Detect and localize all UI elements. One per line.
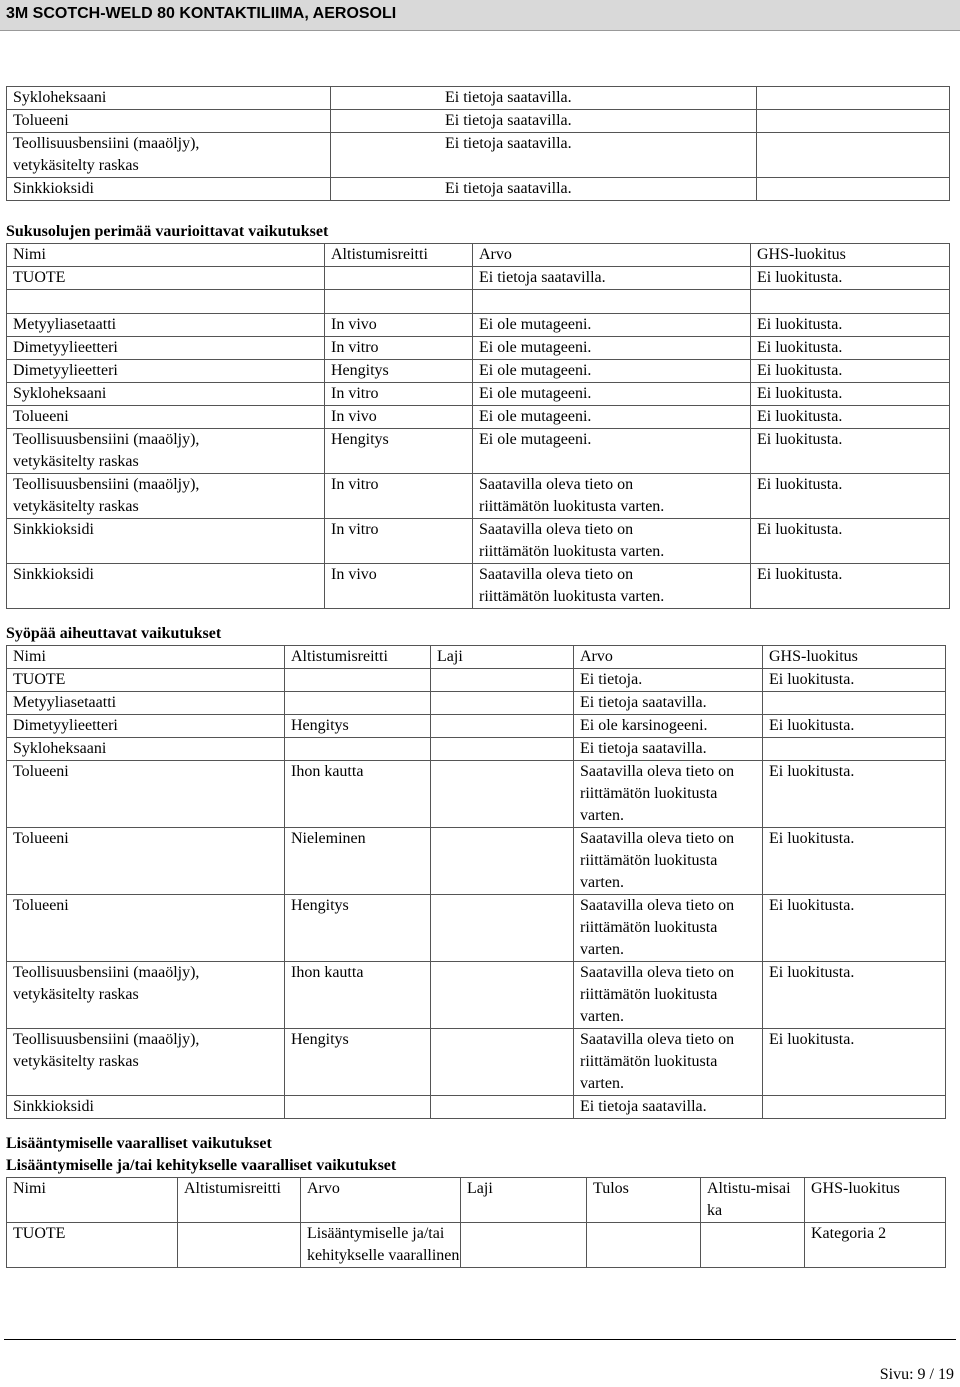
table-cell: Teollisuusbensiini (maaöljy), vetykäsitelty raskas	[7, 474, 325, 519]
table-cell: Ei tietoja saatavilla.	[473, 267, 751, 290]
table-cell	[325, 290, 473, 314]
table-row	[7, 519, 950, 564]
genotoxicity-table	[6, 243, 950, 609]
table-cell: Ei tietoja saatavilla.	[574, 738, 763, 761]
table-cell: TUOTE	[7, 669, 285, 692]
table-cell: In vitro	[325, 383, 473, 406]
column-header: Laji	[431, 646, 574, 669]
column-header: Arvo	[301, 1178, 461, 1223]
table-cell: Ei luokitusta.	[751, 337, 950, 360]
section-heading: Syöpää aiheuttavat vaikutukset	[6, 625, 222, 642]
table-cell: Ei luokitusta.	[763, 828, 946, 895]
table-cell: Tolueeni	[7, 110, 331, 133]
table-cell: Ei luokitusta.	[763, 895, 946, 962]
table-row	[7, 337, 950, 360]
column-header: Altistumisreitti	[178, 1178, 301, 1223]
table-cell: Ei tietoja saatavilla.	[574, 692, 763, 715]
table-cell: Sykloheksaani	[7, 383, 325, 406]
table-cell	[461, 1223, 587, 1268]
table-cell: Saatavilla oleva tieto on riittämätön luokitusta varten.	[473, 474, 751, 519]
table-cell: Ei luokitusta.	[763, 761, 946, 828]
table-cell: Hengitys	[285, 715, 431, 738]
column-header: Tulos	[587, 1178, 701, 1223]
table-cell	[701, 1223, 805, 1268]
document-header	[0, 0, 960, 31]
table-cell: Ihon kautta	[285, 962, 431, 1029]
table-cell: Ei ole karsinogeeni.	[574, 715, 763, 738]
table-cell: Sinkkioksidi	[7, 1096, 285, 1119]
table-cell: Hengitys	[285, 895, 431, 962]
section-heading: Lisääntymiselle vaaralliset vaikutukset	[6, 1135, 272, 1152]
table-cell: Saatavilla oleva tieto on riittämätön luokitusta varten.	[473, 519, 751, 564]
table-cell: Teollisuusbensiini (maaöljy), vetykäsitelty raskas	[7, 962, 285, 1029]
table-row	[7, 669, 946, 692]
table-cell: Ei ole mutageeni.	[473, 360, 751, 383]
table-cell: Saatavilla oleva tieto on riittämätön luokitusta varten.	[574, 962, 763, 1029]
table-cell: Ei ole mutageeni.	[473, 337, 751, 360]
table-cell	[431, 1029, 574, 1096]
table-cell: Ei luokitusta.	[763, 1029, 946, 1096]
table-cell	[431, 692, 574, 715]
table-row	[7, 178, 950, 201]
table-cell	[587, 1223, 701, 1268]
carcinogenicity-table	[6, 645, 946, 1119]
table-row	[7, 360, 950, 383]
table-cell	[757, 87, 950, 110]
table-row	[7, 761, 946, 828]
table-cell: Tolueeni	[7, 828, 285, 895]
table-cell: Metyyliasetaatti	[7, 314, 325, 337]
table-cell: Sinkkioksidi	[7, 178, 331, 201]
table-cell	[431, 761, 574, 828]
table-row	[7, 738, 946, 761]
table-row	[7, 828, 946, 895]
table-cell: Hengitys	[325, 429, 473, 474]
table-cell: Hengitys	[285, 1029, 431, 1096]
table-cell: Ei tietoja saatavilla.	[574, 1096, 763, 1119]
table-row	[7, 1223, 946, 1268]
table-cell	[285, 738, 431, 761]
table-cell: In vitro	[325, 337, 473, 360]
table-cell: Ei tietoja.	[574, 669, 763, 692]
table-cell: Ei luokitusta.	[763, 669, 946, 692]
table-cell: Lisääntymiselle ja/tai kehitykselle vaarallinen	[301, 1223, 461, 1268]
table-cell: TUOTE	[7, 1223, 178, 1268]
table-row	[7, 715, 946, 738]
table-cell: Ei luokitusta.	[763, 962, 946, 1029]
table-cell: In vivo	[325, 314, 473, 337]
table-cell: TUOTE	[7, 267, 325, 290]
table-cell	[757, 110, 950, 133]
table-cell: Sykloheksaani	[7, 738, 285, 761]
table-cell: Saatavilla oleva tieto on riittämätön luokitusta varten.	[574, 1029, 763, 1096]
table-cell: Teollisuusbensiini (maaöljy), vetykäsitelty raskas	[7, 1029, 285, 1096]
table-cell: Ei tietoja saatavilla.	[331, 110, 757, 133]
table-cell: Saatavilla oleva tieto on riittämätön luokitusta varten.	[574, 895, 763, 962]
column-header: Nimi	[7, 244, 325, 267]
table-row	[7, 406, 950, 429]
column-header: Altistumisreitti	[285, 646, 431, 669]
table-row	[7, 429, 950, 474]
table-cell	[285, 669, 431, 692]
table-cell	[757, 133, 950, 178]
column-header: GHS-luokitus	[751, 244, 950, 267]
table-cell	[431, 895, 574, 962]
table-cell: Ei ole mutageeni.	[473, 383, 751, 406]
table-cell	[757, 178, 950, 201]
table-cell: Ei luokitusta.	[751, 474, 950, 519]
column-header: Altistumisreitti	[325, 244, 473, 267]
table-row	[7, 383, 950, 406]
table-cell: Sinkkioksidi	[7, 519, 325, 564]
table-cell: In vivo	[325, 564, 473, 609]
table-cell	[7, 290, 325, 314]
column-header: Altistu-misaika	[701, 1178, 805, 1223]
table-row	[7, 110, 950, 133]
table-cell: Ei luokitusta.	[763, 715, 946, 738]
table-cell	[285, 1096, 431, 1119]
table-cell: Dimetyylieetteri	[7, 360, 325, 383]
table-cell: Ei ole mutageeni.	[473, 314, 751, 337]
column-header: GHS-luokitus	[763, 646, 946, 669]
table-cell	[431, 828, 574, 895]
table-cell: Teollisuusbensiini (maaöljy), vetykäsitelty raskas	[7, 429, 325, 474]
table-cell: Saatavilla oleva tieto on riittämätön luokitusta varten.	[473, 564, 751, 609]
table-cell: In vitro	[325, 474, 473, 519]
table-row	[7, 1029, 946, 1096]
table-cell: Nieleminen	[285, 828, 431, 895]
table-cell: Ei luokitusta.	[751, 314, 950, 337]
table-cell: Saatavilla oleva tieto on riittämätön luokitusta varten.	[574, 761, 763, 828]
table-cell: Ei luokitusta.	[751, 406, 950, 429]
table-cell: Sykloheksaani	[7, 87, 331, 110]
table-cell	[431, 715, 574, 738]
table-row	[7, 267, 950, 290]
table-header-row	[7, 244, 950, 267]
table-cell: Ei tietoja saatavilla.	[331, 87, 757, 110]
table-cell: Kategoria 2	[805, 1223, 946, 1268]
table-cell: Tolueeni	[7, 761, 285, 828]
table-cell	[431, 738, 574, 761]
table-header-row	[7, 1178, 946, 1223]
table-row	[7, 87, 950, 110]
table-cell: Metyyliasetaatti	[7, 692, 285, 715]
table-cell: Ei tietoja saatavilla.	[331, 178, 757, 201]
table-row	[7, 962, 946, 1029]
table-cell	[473, 290, 751, 314]
table-cell: Ei luokitusta.	[751, 267, 950, 290]
table-cell	[285, 692, 431, 715]
table-cell: Ei luokitusta.	[751, 564, 950, 609]
table-cell: Dimetyylieetteri	[7, 337, 325, 360]
table-row	[7, 133, 950, 178]
table-cell: Dimetyylieetteri	[7, 715, 285, 738]
table-cell	[431, 669, 574, 692]
table-cell	[763, 738, 946, 761]
table-cell	[763, 1096, 946, 1119]
section-heading: Sukusolujen perimää vaurioittavat vaikutukset	[6, 223, 329, 240]
table-row	[7, 692, 946, 715]
table-cell	[751, 290, 950, 314]
column-header: Arvo	[473, 244, 751, 267]
table-cell: Ei tietoja saatavilla.	[331, 133, 757, 178]
column-header: Arvo	[574, 646, 763, 669]
column-header: Nimi	[7, 646, 285, 669]
table-1	[6, 86, 950, 201]
section-subheading: Lisääntymiselle ja/tai kehitykselle vaaralliset vaikutukset	[6, 1157, 397, 1174]
table-cell	[325, 267, 473, 290]
table-cell: In vivo	[325, 406, 473, 429]
table-cell: Tolueeni	[7, 895, 285, 962]
table-cell: Ihon kautta	[285, 761, 431, 828]
table-row	[7, 895, 946, 962]
table-cell: Ei luokitusta.	[751, 383, 950, 406]
page-number: Sivu: 9 / 19	[879, 1366, 954, 1383]
table-cell	[763, 692, 946, 715]
table-cell	[431, 962, 574, 1029]
table-row	[7, 314, 950, 337]
reproductive-toxicity-table	[6, 1177, 946, 1268]
table-cell: Ei ole mutageeni.	[473, 429, 751, 474]
table-row	[7, 290, 950, 314]
table-row	[7, 1096, 946, 1119]
column-header: Laji	[461, 1178, 587, 1223]
table-cell: Ei luokitusta.	[751, 519, 950, 564]
table-cell: Ei luokitusta.	[751, 360, 950, 383]
table-cell: Tolueeni	[7, 406, 325, 429]
table-cell: In vitro	[325, 519, 473, 564]
table-cell: Hengitys	[325, 360, 473, 383]
table-cell: Teollisuusbensiini (maaöljy), vetykäsitelty raskas	[7, 133, 331, 178]
table-cell: Ei luokitusta.	[751, 429, 950, 474]
column-header: GHS-luokitus	[805, 1178, 946, 1223]
table-cell	[431, 1096, 574, 1119]
table-cell: Sinkkioksidi	[7, 564, 325, 609]
footer-divider	[4, 1339, 956, 1340]
table-cell	[178, 1223, 301, 1268]
table-cell: Saatavilla oleva tieto on riittämätön luokitusta varten.	[574, 828, 763, 895]
table-header-row	[7, 646, 946, 669]
document-title: 3M SCOTCH-WELD 80 KONTAKTILIIMA, AEROSOLI	[6, 5, 397, 22]
column-header: Nimi	[7, 1178, 178, 1223]
table-cell: Ei ole mutageeni.	[473, 406, 751, 429]
table-row	[7, 474, 950, 519]
table-row	[7, 564, 950, 609]
